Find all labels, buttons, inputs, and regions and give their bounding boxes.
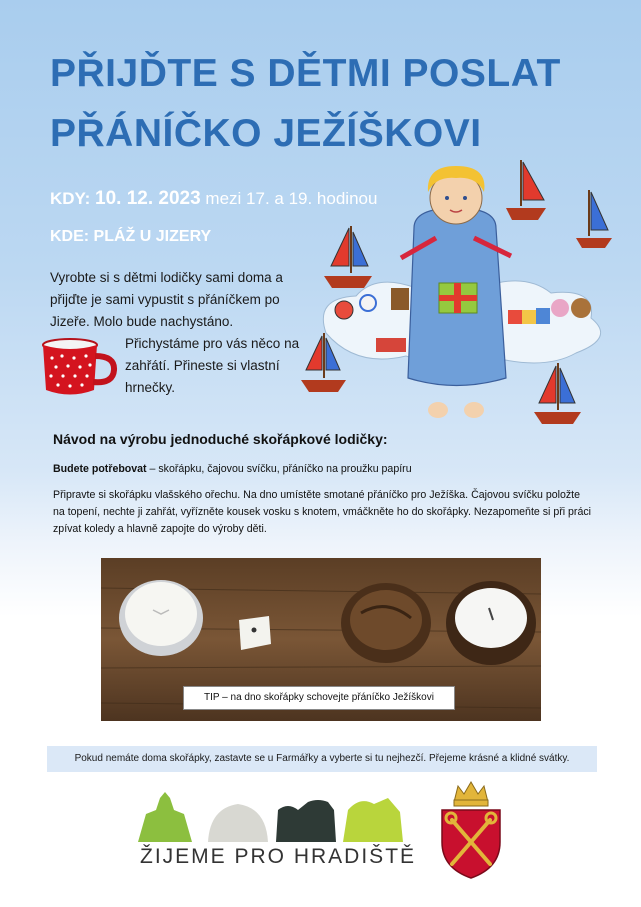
when-label: KDY: bbox=[50, 189, 91, 208]
footer-note: Pokud nemáte doma skořápky, zastavte se u Farmářky a vyberte si tu nejhezčí. Přejeme krásné a klidné svátky. bbox=[47, 746, 597, 772]
instructions-steps: Připravte si skořápku vlašského ořechu. Na dno umístěte smotané přáníčko pro Ježíška. Čajovou svíčku položte na topení, nechte ji zahřát, vyřízněte kousek vosku s knotem, vmáčkněte ho do skořápky. Nezapomeňte si při práci zpívat koledy a hlavně zapojte do výroby děti. bbox=[53, 489, 591, 535]
coat-of-arms-icon bbox=[436, 780, 506, 880]
title-line-1: PŘIJĎTE S DĚTMI POSLAT bbox=[50, 52, 561, 95]
event-hours: mezi 17. a 19. hodinou bbox=[205, 189, 378, 208]
logo-wordmark: ŽIJEME PRO HRADIŠTĚ bbox=[140, 845, 417, 868]
warm-drink-text: Přichystáme pro vás něco na zahřátí. Přineste si vlastní hrnečky. bbox=[125, 336, 300, 395]
materials-label: Budete potřebovat bbox=[53, 463, 147, 475]
child-with-gifts-illustration bbox=[296, 148, 626, 438]
sailboat-icon bbox=[324, 226, 372, 288]
red-mug-icon bbox=[38, 336, 118, 400]
sailboat-icon bbox=[576, 190, 612, 248]
materials-line bbox=[53, 463, 412, 475]
sailboat-icon bbox=[534, 363, 581, 424]
instructions-heading: Návod na výrobu jednoduché skořápkové lodičky: bbox=[53, 431, 388, 447]
title-line-2: PŘÁNÍČKO JEŽÍŠKOVI bbox=[50, 112, 482, 155]
zijeme-pro-hradiste-logo-icon bbox=[138, 790, 403, 842]
materials-text: – skořápku, čajovou svíčku, přáníčko na proužku papíru bbox=[146, 463, 412, 475]
poster-title bbox=[50, 44, 610, 164]
tip-caption: TIP – na dno skořápky schovejte přáníčko Ježíškovi bbox=[183, 686, 455, 710]
sailboat-icon bbox=[506, 160, 546, 220]
event-date: 10. 12. 2023 bbox=[95, 188, 201, 209]
intro-text: Vyrobte si s dětmi lodičky sami doma a přijďte je sami vypustit s přáníčkem po Jizeře. Molo bude nachystáno. bbox=[50, 270, 283, 329]
event-where: KDE: PLÁŽ U JIZERY bbox=[50, 228, 212, 245]
